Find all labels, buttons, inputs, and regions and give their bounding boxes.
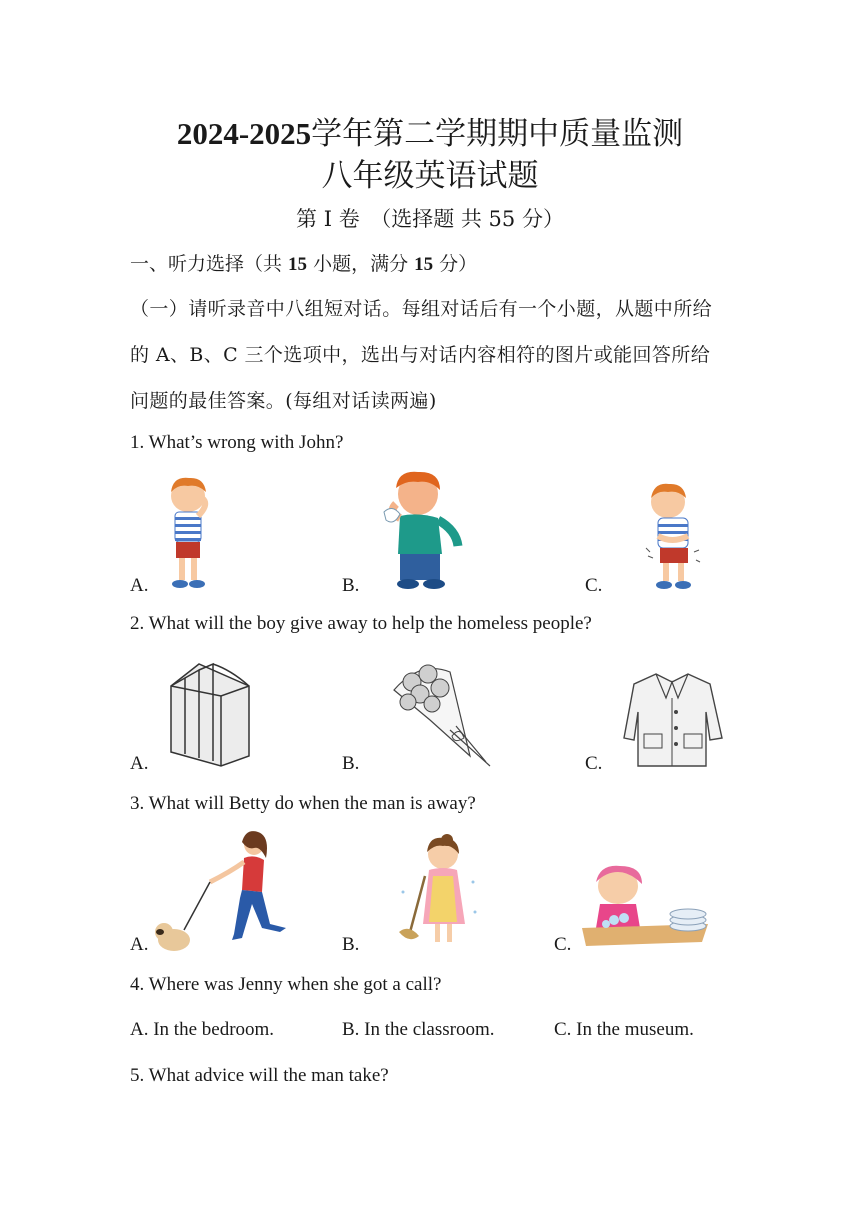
q2-option-b-label[interactable]: B. (342, 753, 360, 774)
q3-option-a-label[interactable]: A. (130, 934, 149, 955)
instruction-line-3: 问题的最佳答案。(每组对话读两遍) (130, 390, 437, 412)
q1-option-b-label[interactable]: B. (342, 575, 360, 596)
exam-title: 2024-2025学年第二学期期中质量监测 (176, 116, 684, 152)
q4-option-c[interactable]: C. In the museum. (554, 1019, 694, 1040)
question-3: 3. What will Betty do when the man is away? (130, 793, 476, 814)
section-heading: 一、听力选择（共 15 小题，满分 15 分） (130, 253, 478, 275)
instruction-line-2: 的 A、B、C 三个选项中，选出与对话内容相符的图片或能回答所给 (130, 344, 711, 366)
volume-heading: 第 I 卷 （选择题 共 55 分） (296, 207, 564, 231)
question-4: 4. Where was Jenny when she got a call? (130, 974, 442, 995)
q2-books-image (165, 656, 257, 770)
question-1: 1. What’s wrong with John? (130, 432, 344, 453)
question-5: 5. What advice will the man take? (130, 1065, 389, 1086)
q1-toothache-boy-image (158, 474, 220, 594)
q1-cold-man-image (378, 468, 473, 592)
q2-option-a-label[interactable]: A. (130, 753, 149, 774)
q1-stomachache-boy-image (640, 478, 712, 594)
q3-sweep-floor-image (395, 832, 485, 950)
q2-coat-image (622, 668, 724, 770)
q3-walk-dog-image (150, 828, 300, 952)
q2-flowers-image (390, 660, 500, 770)
q3-option-b-label[interactable]: B. (342, 934, 360, 955)
q3-wash-dishes-image (578, 862, 710, 950)
exam-subtitle: 八年级英语试题 (321, 158, 539, 194)
instruction-line-1: （一）请听录音中八组短对话。每组对话后有一个小题，从题中所给 (130, 298, 713, 320)
q1-option-c-label[interactable]: C. (585, 575, 603, 596)
q4-option-b[interactable]: B. In the classroom. (342, 1019, 495, 1040)
question-2: 2. What will the boy give away to help the homeless people? (130, 613, 592, 634)
q1-option-a-label[interactable]: A. (130, 575, 149, 596)
q4-option-a[interactable]: A. In the bedroom. (130, 1019, 275, 1040)
q3-option-c-label[interactable]: C. (554, 934, 572, 955)
q2-option-c-label[interactable]: C. (585, 753, 603, 774)
